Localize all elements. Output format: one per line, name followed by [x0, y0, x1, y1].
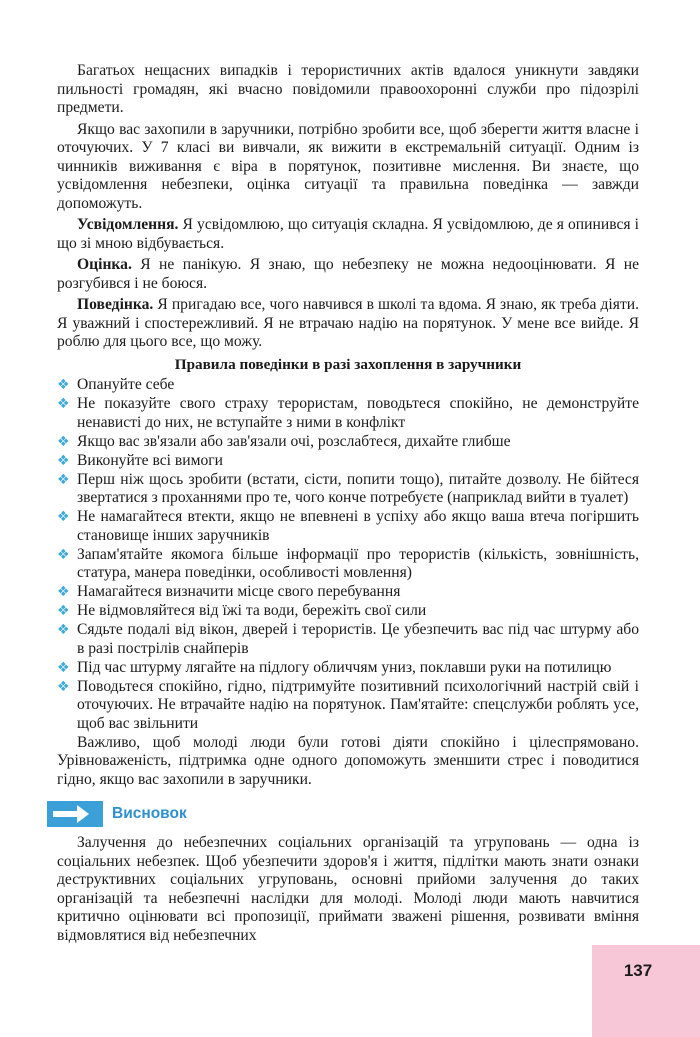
conclusion-header [47, 801, 639, 827]
rule-text: Не показуйте свого страху терористам, поводьтеся спокійно, не демонструйте ненависті до них, не вступайте з ними в конфлікт [77, 395, 639, 431]
diamond-bullet-icon: ❖ [57, 396, 70, 412]
rule-item [57, 508, 639, 545]
rule-item [57, 546, 639, 583]
rule-text: Поводьтеся спокійно, гідно, підтримуйте позитивний психологічний настрій свій і оточуючих. Не втрачайте надію на порятунок. Пам'ятайте: спецслужби роблять усе, щоб вас звільнити [77, 677, 639, 732]
paragraph-lead: Поведінка. [77, 296, 154, 313]
diamond-bullet-icon: ❖ [57, 471, 70, 488]
rule-item [57, 621, 639, 658]
diamond-bullet-icon: ❖ [57, 452, 70, 469]
page-content [57, 62, 639, 948]
diamond-bullet-icon: ❖ [57, 433, 70, 450]
paragraph-text: Я пригадаю все, чого навчився в школі та вдома. Я знаю, як треба діяти. Я уважний і спостережливий. Я не втрачаю надію на порятунок. У мене все вийде. Я роблю для цього все, що можу. [57, 296, 639, 350]
rule-item [57, 602, 639, 621]
paragraph [57, 296, 639, 352]
conclusion-title: Висновок [112, 804, 187, 822]
rule-item [57, 452, 639, 471]
rule-item [57, 583, 639, 602]
rule-item [57, 395, 639, 432]
rule-item [57, 471, 639, 508]
rule-text: Намагайтеся визначити місце свого перебування [77, 583, 401, 600]
rule-text: Не відмовляйтеся від їжі та води, бережіть свої сили [77, 602, 427, 619]
rule-item [57, 659, 639, 678]
page-number-box [592, 945, 700, 1037]
paragraph-lead: Усвідомлення. [77, 216, 179, 233]
rule-text: Перш ніж щось зробити (встати, сісти, попити тощо), питайте дозволу. Не бійтеся звертатися з проханнями про те, чого конче потребуєте (наприклад вийти в туалет) [77, 470, 639, 506]
rule-item [57, 678, 639, 734]
rule-text: Якщо вас зв'язали або зав'язали очі, розслабтеся, дихайте глибше [77, 432, 511, 450]
diamond-bullet-icon: ❖ [57, 584, 70, 600]
intro-paragraphs [57, 62, 639, 352]
paragraph-text: Я не панікую. Я знаю, що небезпеку не можна недооцінювати. Я не розгубився і не боюся. [57, 256, 639, 292]
diamond-bullet-icon: ❖ [57, 603, 70, 619]
diamond-bullet-icon: ❖ [57, 509, 70, 525]
rules-list [57, 376, 639, 733]
paragraph [57, 216, 639, 253]
diamond-bullet-icon: ❖ [57, 546, 70, 563]
paragraph [57, 121, 639, 214]
paragraph-text: Якщо вас захопили в заручники, потрібно зробити все, щоб зберегти життя власне і оточуючих. У 7 класі ви вивчали, як вижити в екстремальній ситуації. Одним із чинників виживання є віра в порятунок, позитивне мислення. Ви знаєте, що усвідомлення небезпеки, оцінка ситуації та правильна поведінка — завжди допоможуть. [57, 120, 639, 212]
rule-text: Не намагайтеся втекти, якщо не впевнені в успіху або якщо ваша втеча погіршить становище інших заручників [77, 508, 639, 544]
diamond-bullet-icon: ❖ [57, 678, 70, 695]
rule-item [57, 376, 639, 395]
rule-text: Під час штурму лягайте на підлогу обличчям униз, поклавши руки на потилицю [77, 658, 612, 676]
paragraph-text: Багатьох нещасних випадків і терористичних актів вдалося уникнути завдяки пильності громадян, які вчасно повідомили правоохоронні служби про підозрілі предмети. [57, 62, 639, 116]
rule-text: Виконуйте всі вимоги [77, 451, 223, 469]
arrow-right-icon [47, 801, 103, 827]
rule-text: Запам'ятайте якомога більше інформації про терористів (кількість, зовнішність, статура, манера поведінки, особливості мовлення) [77, 545, 639, 581]
diamond-bullet-icon: ❖ [57, 659, 70, 676]
paragraph [57, 62, 639, 118]
paragraph [57, 256, 639, 293]
rules-title: Правила поведінки в разі захоплення в заручники [174, 355, 522, 373]
rule-text: Опануйте себе [77, 376, 175, 393]
rule-text: Сядьте подалі від вікон, дверей і терористів. Це убезпечить вас під час штурму або в разі пострілів снайперів [77, 621, 639, 657]
diamond-bullet-icon: ❖ [57, 377, 70, 393]
rule-item [57, 433, 639, 452]
after-rules-paragraph: Важливо, щоб молоді люди були готові діяти спокійно і цілеспрямовано. Урівноваженість, підтримка одне одного допоможуть зменшити стрес і поводитися гідно, якщо вас захопили в заручники. [57, 733, 639, 788]
diamond-bullet-icon: ❖ [57, 622, 70, 638]
conclusion-paragraph: Залучення до небезпечних соціальних організацій та угруповань — одна із соціальних небезпек. Щоб убезпечити здоров'я і життя, підлітки мають знати ознаки деструктивних соціальних угруповань, основні прийоми залучення до таких організацій та небезпечні наслідки для молоді. Молоді люди мають навчитися критично оцінювати всі пропозиції, приймати зважені рішення, розвивати вміння відмовлятися від небезпечних [57, 834, 639, 944]
paragraph-lead: Оцінка. [77, 256, 132, 273]
page-number: 137 [623, 961, 653, 980]
paragraph-text: Я усвідомлюю, що ситуація складна. Я усвідомлюю, де я опинився і що зі мною відбувається. [57, 216, 639, 252]
